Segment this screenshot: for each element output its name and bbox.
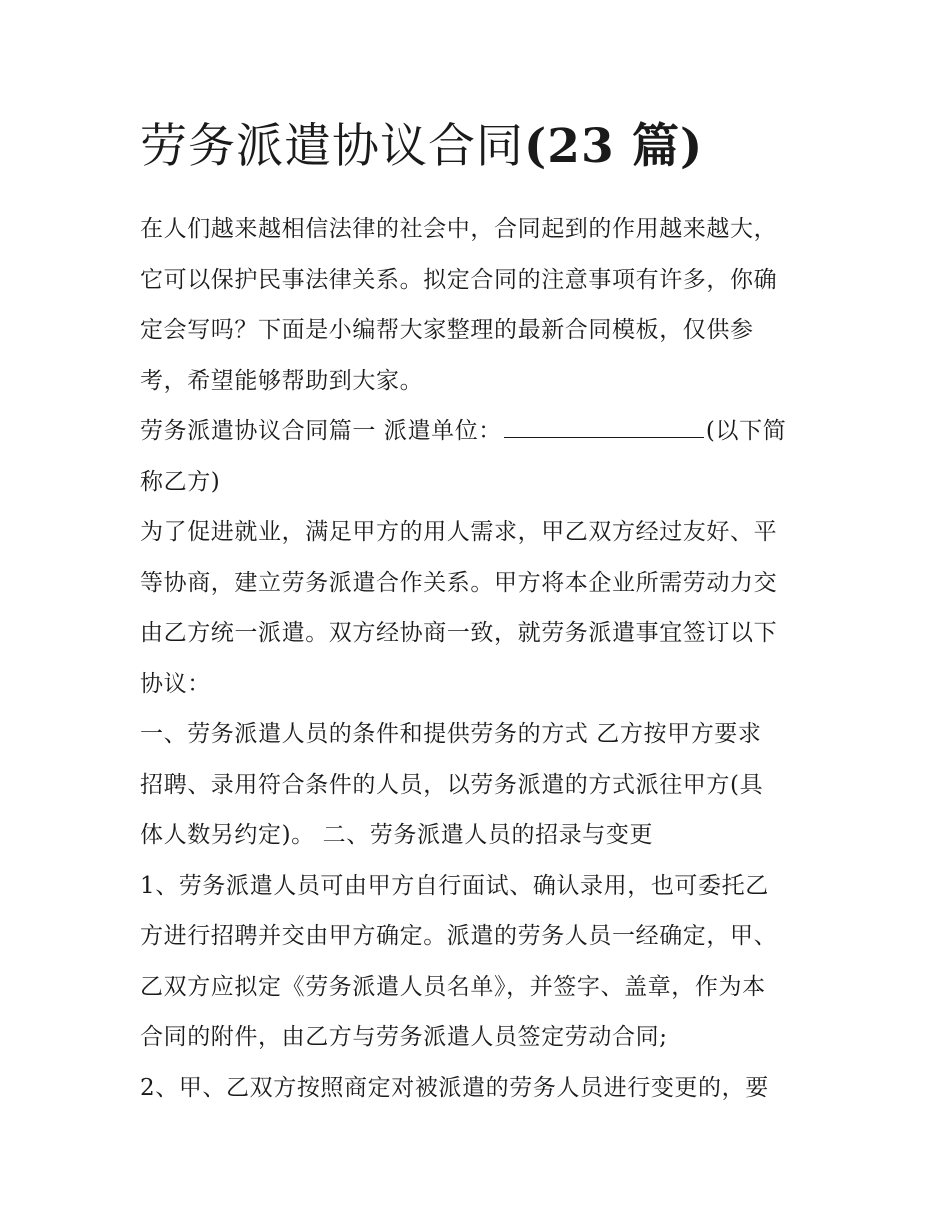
text-line: 协议： bbox=[140, 670, 211, 697]
document-page bbox=[140, 112, 815, 1113]
text-line: 它可以保护民事法律关系。拟定合同的注意事项有许多，你确 bbox=[140, 266, 778, 293]
intro-paragraph bbox=[140, 204, 815, 406]
section-heading-suffix: (以下简 bbox=[705, 418, 787, 444]
text-line: 方进行招聘并交由甲方确定。派遣的劳务人员一经确定，甲、 bbox=[140, 923, 778, 949]
text-line: 在人们越来越相信法律的社会中，合同起到的作用越来越大， bbox=[140, 216, 778, 242]
text-line: 等协商，建立劳务派遣合作关系。甲方将本企业所需劳动力交 bbox=[140, 569, 778, 596]
text-line: 2、甲、乙双方按照商定对被派遣的劳务人员进行变更的，要 bbox=[140, 1074, 769, 1101]
text-line: 称乙方) bbox=[140, 468, 221, 495]
text-line: 定会写吗？下面是小编帮大家整理的最新合同模板，仅供参 bbox=[140, 317, 754, 343]
text-line: 合同的附件，由乙方与劳务派遣人员签定劳动合同; bbox=[140, 1024, 668, 1050]
conditions-paragraph bbox=[140, 709, 815, 861]
text-line: 招聘、录用符合条件的人员，以劳务派遣的方式派往甲方(具 bbox=[140, 771, 764, 798]
text-line: 体人数另约定)。 二、劳务派遣人员的招录与变更 bbox=[140, 822, 654, 848]
text-line: 考，希望能够帮助到大家。 bbox=[140, 367, 424, 394]
text-line bbox=[140, 406, 815, 457]
section-heading-label: 劳务派遣协议合同篇一 派遣单位： bbox=[140, 418, 502, 444]
text-line: 1、劳务派遣人员可由甲方自行面试、确认录用，也可委托乙 bbox=[140, 872, 769, 899]
item2-paragraph bbox=[140, 1063, 815, 1114]
fill-in-blank bbox=[504, 415, 704, 438]
title-count: (23 篇) bbox=[524, 119, 704, 174]
text-line: 为了促进就业，满足甲方的用人需求，甲乙双方经过友好、平 bbox=[140, 519, 778, 545]
text-line: 一、劳务派遣人员的条件和提供劳务的方式 乙方按甲方要求 bbox=[140, 721, 762, 747]
text-line: 由乙方统一派遣。双方经协商一致，就劳务派遣事宜签订以下 bbox=[140, 620, 778, 646]
document-title bbox=[140, 112, 815, 182]
section-heading bbox=[140, 406, 815, 507]
text-line: 乙双方应拟定《劳务派遣人员名单》，并签字、盖章，作为本 bbox=[140, 973, 766, 1000]
item1-paragraph bbox=[140, 861, 815, 1063]
title-main: 劳务派遣协议合同 bbox=[140, 119, 524, 174]
purpose-paragraph bbox=[140, 507, 815, 709]
